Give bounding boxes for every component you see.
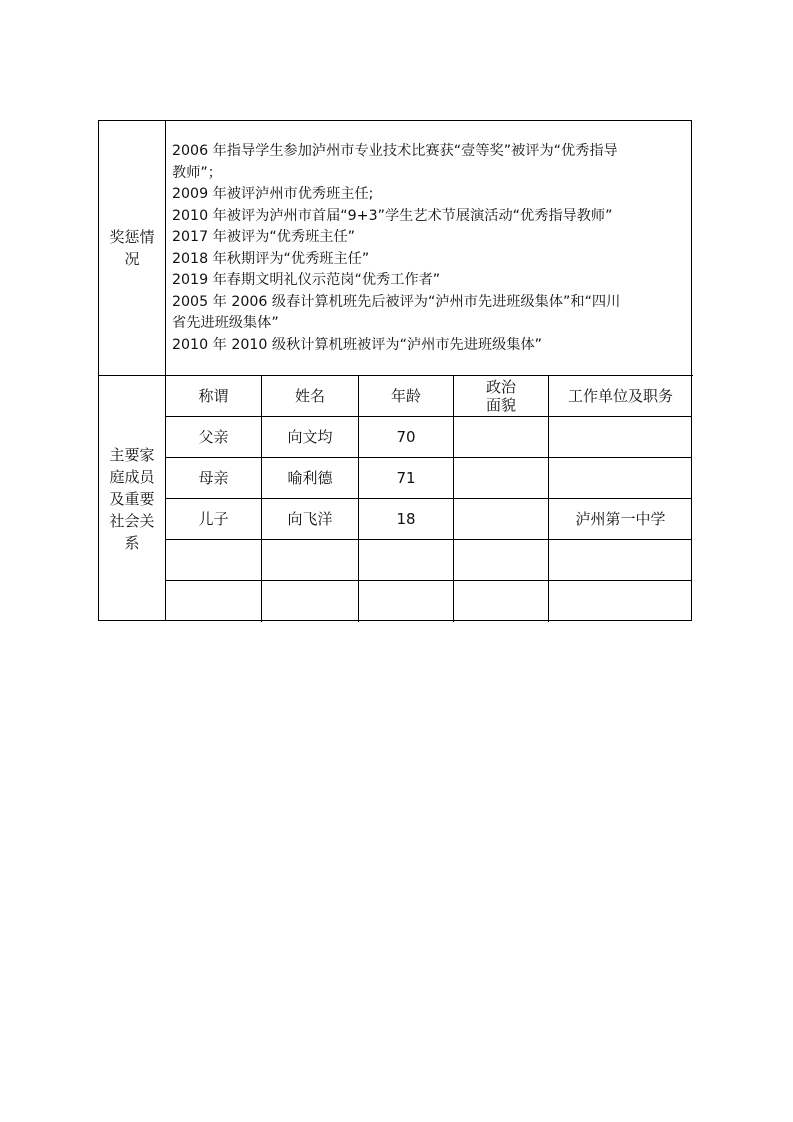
header-name: 姓名 <box>262 376 359 416</box>
header-age: 年龄 <box>359 376 454 416</box>
header-political <box>454 376 549 416</box>
award-line: 2010 年被评为泸州市首届“9+3”学生艺术节展演活动“优秀指导教师” <box>172 207 613 224</box>
cell-political <box>454 540 549 580</box>
family-label-cell <box>99 376 165 621</box>
cell-name: 向飞洋 <box>262 499 359 539</box>
family-table <box>166 376 692 621</box>
cell-title: 父亲 <box>166 417 262 457</box>
cell-title <box>166 581 262 622</box>
label-column <box>99 121 166 620</box>
award-line: 2006 年指导学生参加泸州市专业技术比赛获“壹等奖”被评为“优秀指导 <box>172 143 618 159</box>
table-row <box>166 540 692 581</box>
header-political-label: 政治面貌 <box>485 378 516 414</box>
table-row <box>166 499 692 540</box>
cell-name <box>262 581 359 622</box>
award-line: 2010 年 2010 级秋计算机班被评为“泸州市先进班级集体” <box>172 336 543 353</box>
cell-age: 70 <box>359 417 454 457</box>
award-line: 省先进班级集体” <box>172 315 279 331</box>
cell-title: 母亲 <box>166 458 262 498</box>
cell-name <box>262 540 359 580</box>
cell-title <box>166 540 262 580</box>
awards-label-cell <box>99 121 165 376</box>
cell-work <box>549 417 692 457</box>
cell-age <box>359 581 454 622</box>
header-title: 称谓 <box>166 376 262 416</box>
cell-political <box>454 581 549 622</box>
cell-name: 喻利德 <box>262 458 359 498</box>
cell-work <box>549 540 692 580</box>
family-label: 主要家庭成员及重要社会关系 <box>109 445 155 552</box>
family-header-row <box>166 376 692 417</box>
award-line: 2005 年 2006 级春计算机班先后被评为“泸州市先进班级集体”和“四川 <box>172 293 621 310</box>
award-line: 2018 年秋期评为“优秀班主任” <box>172 250 370 267</box>
cell-work <box>549 581 692 622</box>
cell-age: 71 <box>359 458 454 498</box>
header-work: 工作单位及职务 <box>567 387 673 405</box>
table-row <box>166 417 692 458</box>
cell-title: 儿子 <box>166 499 262 539</box>
cell-political <box>454 458 549 498</box>
table-row <box>166 581 692 622</box>
cell-political <box>454 499 549 539</box>
award-line: 2009 年被评泸州市优秀班主任; <box>172 186 374 202</box>
award-line: 教师”； <box>172 164 222 181</box>
cell-work <box>549 458 692 498</box>
cell-name: 向文均 <box>262 417 359 457</box>
award-line: 2017 年被评为“优秀班主任” <box>172 229 356 245</box>
awards-content <box>166 121 693 376</box>
table-row <box>166 458 692 499</box>
cell-work: 泸州第一中学 <box>575 510 666 528</box>
cell-political <box>454 417 549 457</box>
awards-label: 奖惩情况 <box>109 228 155 268</box>
cell-age: 18 <box>359 499 454 539</box>
cell-age <box>359 540 454 580</box>
award-line: 2019 年春期文明礼仪示范岗“优秀工作者” <box>172 272 441 288</box>
info-form-table <box>98 120 692 621</box>
